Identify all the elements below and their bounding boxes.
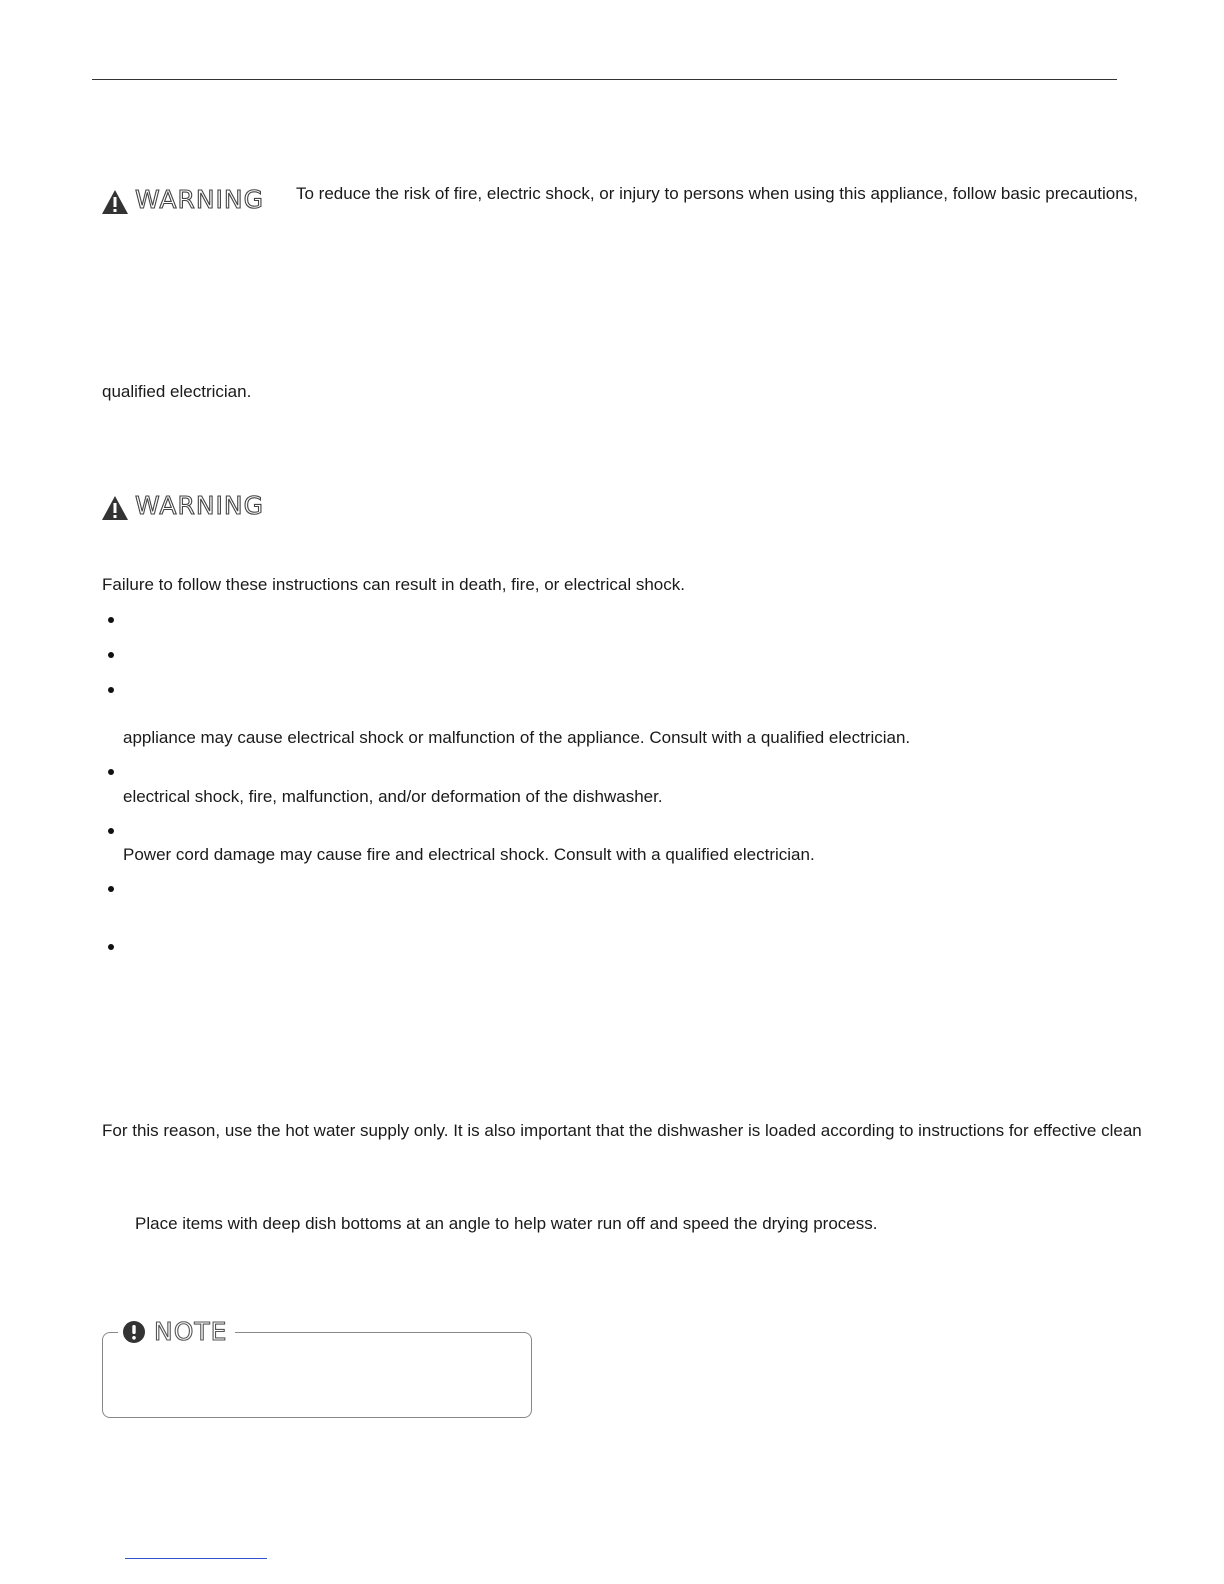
warning-label: WARNING — [135, 491, 264, 520]
bullet-dot — [108, 769, 114, 775]
warning-label: WARNING — [135, 185, 264, 214]
warning-closing-text: qualified electrician. — [102, 382, 252, 401]
hot-water-text: For this reason, use the hot water supply only. It is also important that the dishwasher is loaded according to instructions for effective clean — [102, 1121, 1142, 1140]
exclamation-circle-icon — [122, 1320, 146, 1344]
footer-link-underline[interactable] — [125, 1558, 267, 1559]
warning-intro-text: Failure to follow these instructions can result in death, fire, or electrical shock. — [102, 575, 685, 594]
bullet-text: appliance may cause electrical shock or malfunction of the appliance. Consult with a qualified electrician. — [123, 728, 911, 747]
note-header — [118, 1317, 235, 1347]
bullet-dot — [108, 617, 114, 623]
warning-intro-text: To reduce the risk of fire, electric shock, or injury to persons when using this appliance, follow basic precautions, — [296, 184, 1138, 203]
bullet-text: Power cord damage may cause fire and electrical shock. Consult with a qualified electrician. — [123, 845, 815, 864]
warning-triangle-icon — [101, 189, 129, 215]
header-rule — [92, 79, 1117, 80]
note-label: NOTE — [154, 1317, 228, 1346]
bullet-dot — [108, 652, 114, 658]
bullet-dot — [108, 828, 114, 834]
deep-dish-text: Place items with deep dish bottoms at an angle to help water run off and speed the drying process. — [135, 1214, 878, 1233]
bullet-dot — [108, 687, 114, 693]
bullet-dot — [108, 944, 114, 950]
bullet-dot — [108, 886, 114, 892]
bullet-text: electrical shock, fire, malfunction, and/or deformation of the dishwasher. — [123, 787, 663, 806]
warning-triangle-icon — [101, 495, 129, 521]
